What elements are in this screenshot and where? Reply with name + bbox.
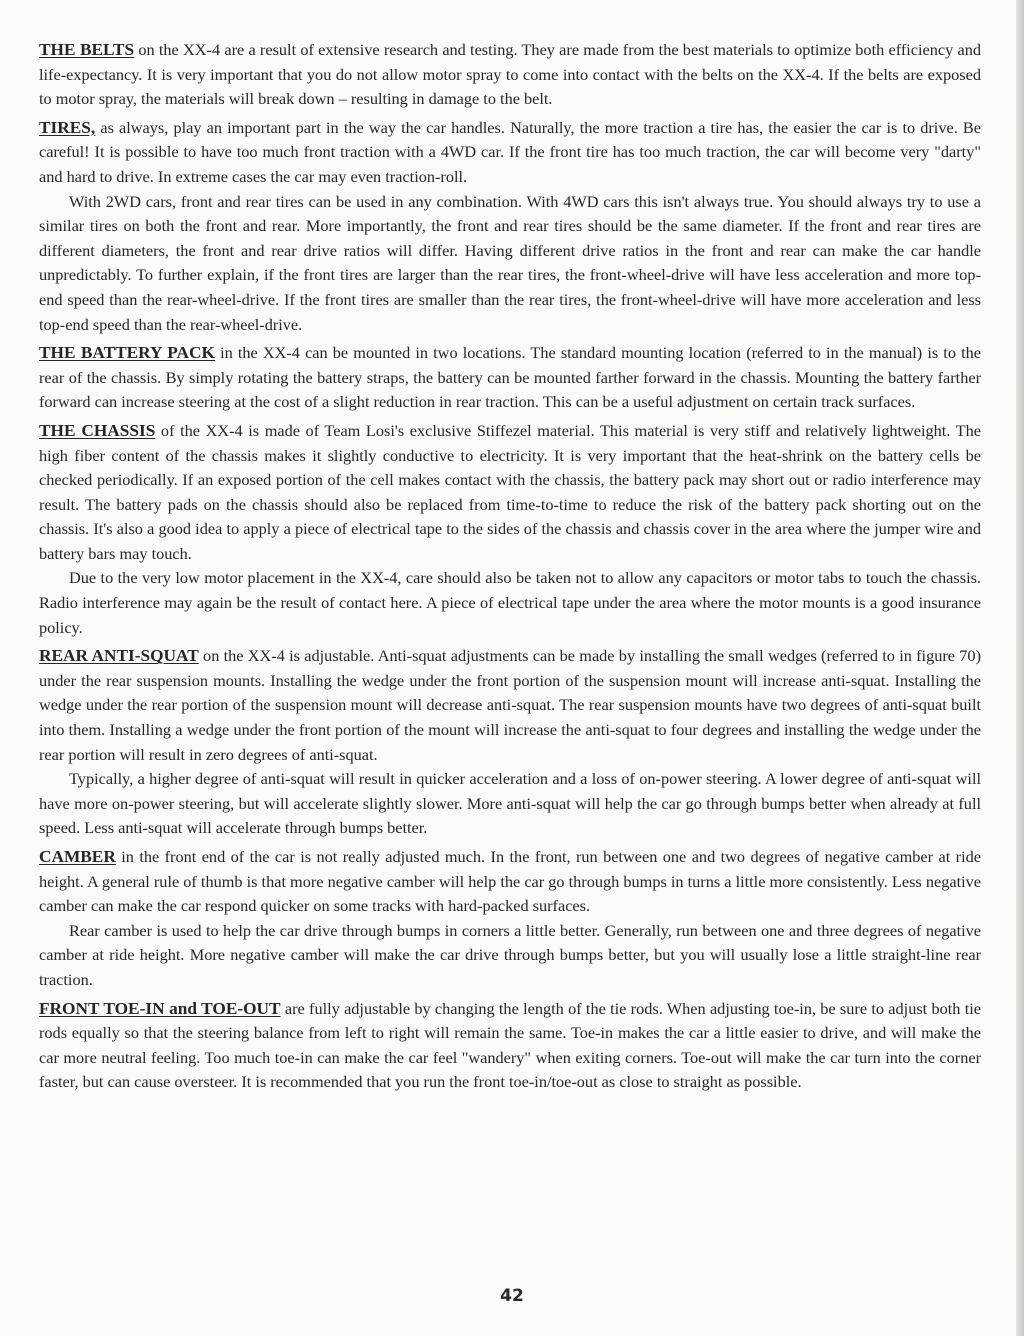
section-heading: TIRES, (39, 117, 96, 137)
page-body (39, 38, 981, 1095)
section-heading: FRONT TOE-IN and TOE-OUT (39, 998, 281, 1018)
section-text: in the XX-4 can be mounted in two locations. The standard mounting location (referred to in the manual) is to the rear of the chassis. By simply rotating the battery straps, the battery can be mounted farther forward in the chassis. Mounting the battery farther forward can increase steering at the cost of a slight reduction in rear traction. This can be a useful adjustment on certain track surfaces. (39, 343, 981, 412)
section-tires (39, 116, 981, 190)
section-paragraph: With 2WD cars, front and rear tires can be used in any combination. With 4WD cars this isn't always true. You should always try to use a similar tires on both the front and rear. More importantly, the front and rear tires should be the same diameter. If the front and rear tires are different diameters, the front and rear drive ratios will differ. Having different drive ratios in the front and rear can make the car handle unpredictably. To further explain, if the front tires are larger than the rear tires, the front-wheel-drive will have less acceleration and more top-end speed than the rear-wheel-drive. If the front tires are smaller than the rear tires, the front-wheel-drive will have more acceleration and less top-end speed than the rear-wheel-drive. (39, 191, 981, 334)
section-text: are fully adjustable by changing the length of the tie rods. When adjusting toe-in, be sure to adjust both tie rods equally so that the steering balance from left to right will remain the same. Toe-in makes the car a little easier to drive, and will make the car more neutral feeling. Too much toe-in can make the car feel "wandery" when exiting corners. Toe-out will make the car turn into the corner faster, but can cause oversteer. It is recommended that you run the front toe-in/toe-out as close to straight as possible. (39, 998, 981, 1092)
section-heading: THE BATTERY PACK (39, 343, 215, 363)
section-camber (39, 845, 981, 919)
page-number: 42 (500, 1286, 524, 1306)
section-paragraph: Rear camber is used to help the car drive through bumps in corners a little better. Generally, run between one and three degrees of negative camber at ride height. More negative camber will make the car drive through bumps better, but you will usually lose a little straight-line rear traction. (39, 920, 981, 989)
section-text: of the XX-4 is made of Team Losi's exclusive Stiffezel material. This material is very stiff and relatively lightweight. The high fiber content of the chassis makes it slightly conductive to electricity. It is very important that the heat-shrink on the battery cells be checked periodically. If an exposed portion of the cell makes contact with the chassis, the battery pack may short out or radio interference may result. The battery pads on the chassis should also be replaced from time-to-time to reduce the risk of the battery pack shorting out on the chassis. It's also a good idea to apply a piece of electrical tape to the sides of the chassis and chassis cover in the area where the jumper wire and battery bars may touch. (39, 420, 981, 563)
section-chassis (39, 419, 981, 567)
section-heading: THE CHASSIS (39, 420, 156, 440)
section-belts (39, 38, 981, 112)
section-text: as always, play an important part in the way the car handles. Naturally, the more traction a tire has, the easier the car is to drive. Be careful! It is possible to have too much front traction with a 4WD car. If the front tire has too much traction, the car will become very "darty" and hard to drive. In extreme cases the car may even traction-roll. (39, 117, 981, 186)
section-battery-pack (39, 341, 981, 415)
section-heading: THE BELTS (39, 40, 135, 59)
section-front-toe (39, 997, 981, 1095)
section-paragraph: Due to the very low motor placement in the XX-4, care should also be taken not to allow any capacitors or motor tabs to touch the chassis. Radio interference may again be the result of contact here. A piece of electrical tape under the area where the motor mounts is a good insurance policy. (39, 568, 981, 637)
section-text: on the XX-4 is adjustable. Anti-squat adjustments can be made by installing the small wedges (referred to in figure 70) under the rear suspension mounts. Installing the wedge under the front portion of the suspension mount will increase anti-squat. Installing the wedge under the rear portion of the suspension mount will decrease anti-squat. The rear suspension mounts have two degrees of anti-squat built into them. Installing a wedge under the front portion of the mount will increase the anti-squat to four degrees and installing the wedge under the rear portion will result in zero degrees of anti-squat. (39, 646, 981, 764)
section-heading: CAMBER (39, 847, 116, 866)
section-text: in the front end of the car is not really adjusted much. In the front, run between one and two degrees of negative camber at ride height. A general rule of thumb is that more negative camber will help the car go through bumps in turns a little more consistently. Less negative camber can make the car respond quicker on some tracks with hard-packed surfaces. (39, 847, 981, 916)
section-text: on the XX-4 are a result of extensive research and testing. They are made from the best materials to optimize both efficiency and life-expectancy. It is very important that you do not allow motor spray to come into contact with the belts on the XX-4. If the belts are exposed to motor spray, the materials will break down – resulting in damage to the belt. (39, 40, 981, 109)
section-rear-anti-squat (39, 644, 981, 767)
page-edge (1016, 0, 1024, 1336)
section-paragraph: Typically, a higher degree of anti-squat will result in quicker acceleration and a loss of on-power steering. A lower degree of anti-squat will have more on-power steering, but will accelerate slightly slower. More anti-squat will help the car go through bumps better when already at full speed. Less anti-squat will accelerate through bumps better. (39, 769, 981, 838)
section-heading: REAR ANTI-SQUAT (39, 646, 199, 666)
